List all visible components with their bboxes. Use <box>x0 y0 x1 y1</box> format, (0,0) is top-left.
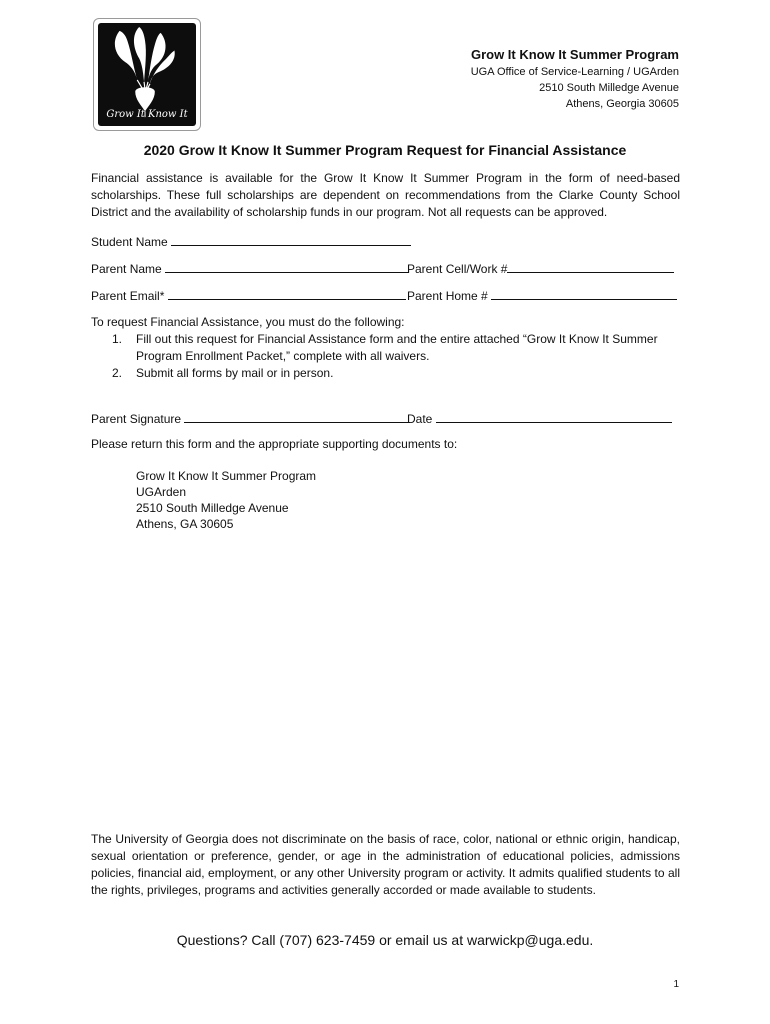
step-text: Submit all forms by mail or in person. <box>136 366 334 380</box>
page-title: 2020 Grow It Know It Summer Program Request for Financial Assistance <box>143 142 627 158</box>
address-line: Athens, GA 30605 <box>136 517 234 531</box>
org-name: Grow It Know It Summer Program <box>470 47 679 62</box>
student-name-line[interactable] <box>171 233 411 246</box>
parent-cell-line[interactable] <box>507 260 674 273</box>
parent-email-field <box>91 287 406 305</box>
parent-home-field <box>407 287 677 305</box>
student-name-field <box>91 233 411 251</box>
student-name-label: Student Name <box>91 235 168 249</box>
address-line: Grow It Know It Summer Program <box>136 469 317 483</box>
address-line: Athens, Georgia 30605 <box>565 98 679 110</box>
date-line[interactable] <box>436 410 672 423</box>
parent-cell-field <box>407 260 674 278</box>
logo-text: Grow It Know It <box>106 109 188 120</box>
parent-cell-label: Parent Cell/Work # <box>407 262 508 276</box>
step-number: 1. <box>112 332 123 346</box>
intro-paragraph: Financial assistance is available for the Grow It Know It Summer Program in the form of need-based scholarships. These full scholarships are dependent on recommendations from the Clarke County School District and the availability of scholarship funds in our program. Not all requests can be approved. <box>91 171 680 219</box>
parent-signature-label: Parent Signature <box>91 412 182 426</box>
return-address-block <box>136 468 316 532</box>
contact-questions: Questions? Call (707) 623-7459 or email us at warwickp@uga.edu. <box>176 932 594 948</box>
parent-name-label: Parent Name <box>91 262 162 276</box>
return-instructions: Please return this form and the appropriate supporting documents to: <box>91 437 458 451</box>
parent-home-label: Parent Home # <box>407 289 488 303</box>
instructions-lead: To request Financial Assistance, you must do the following: <box>91 315 405 329</box>
list-item <box>91 331 691 365</box>
step-number: 2. <box>112 366 123 380</box>
address-line: UGA Office of Service-Learning / UGArden <box>470 66 679 78</box>
step-text: Fill out this request for Financial Assistance form and the entire attached “Grow It Know It Summer Program Enrollment Packet,” complete with all waivers. <box>136 332 658 363</box>
parent-email-label: Parent Email* <box>91 289 165 303</box>
parent-signature-field <box>91 410 410 428</box>
program-logo <box>93 18 201 131</box>
address-line: 2510 South Milledge Avenue <box>136 501 289 515</box>
parent-email-line[interactable] <box>168 287 406 300</box>
address-line: 2510 South Milledge Avenue <box>539 82 679 94</box>
nondiscrimination-disclaimer: The University of Georgia does not discriminate on the basis of race, color, national or ethnic origin, handicap, sexual orientation or preference, gender, or age in the administration of educational policies, admissions policies, financial aid, employment, or any other University program or activity. It admits qualified students to all the rights, privileges, programs and activities generally accorded or made available to students. <box>91 832 680 897</box>
list-item <box>91 365 691 382</box>
parent-name-line[interactable] <box>165 260 409 273</box>
instructions-list <box>91 331 691 382</box>
address-line: UGArden <box>136 485 187 499</box>
parent-name-field <box>91 260 409 278</box>
date-label: Date <box>407 412 433 426</box>
date-field <box>407 410 672 428</box>
parent-signature-line[interactable] <box>184 410 410 423</box>
header-address-block <box>471 46 679 112</box>
page-number: 1 <box>673 979 679 990</box>
parent-home-line[interactable] <box>491 287 677 300</box>
